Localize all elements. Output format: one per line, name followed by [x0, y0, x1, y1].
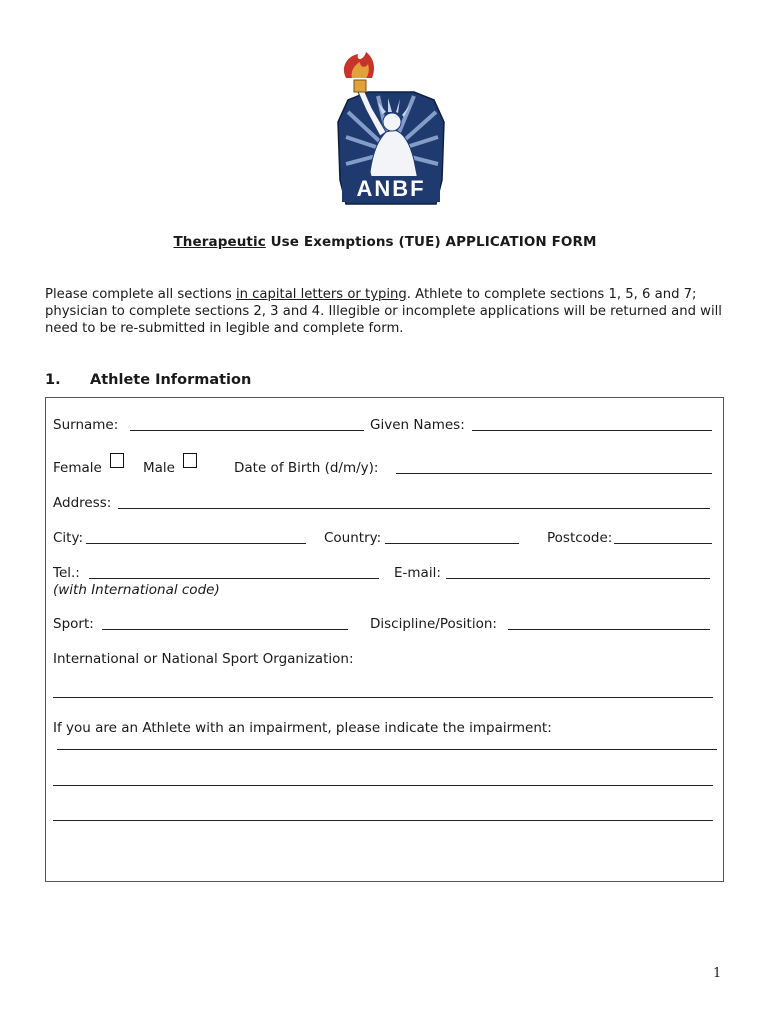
male-checkbox[interactable]	[183, 453, 197, 468]
instructions	[45, 286, 725, 337]
organization-label: International or National Sport Organization:	[53, 651, 354, 667]
country-label: Country:	[324, 530, 382, 546]
dob-label: Date of Birth (d/m/y):	[234, 460, 379, 476]
city-label: City:	[53, 530, 84, 546]
title-underlined: Therapeutic	[173, 234, 266, 250]
intro-text-rest: . Athlete to complete sections 1, 5, 6 and 7; physician to complete sections 2, 3 and 4. Illegible or incomplete applications will be returned and will need to be re-submitted in legible and complete form.	[45, 287, 722, 336]
female-label: Female	[53, 460, 102, 476]
address-label: Address:	[53, 495, 112, 511]
city-field[interactable]	[86, 543, 306, 544]
discipline-label: Discipline/Position:	[370, 616, 497, 632]
intro-text: Please complete all sections	[45, 287, 236, 302]
discipline-field[interactable]	[508, 629, 710, 630]
section-number: 1.	[45, 372, 61, 388]
sport-label: Sport:	[53, 616, 94, 632]
dob-field[interactable]	[396, 473, 712, 474]
logo-text: ANBF	[356, 176, 426, 201]
postcode-field[interactable]	[614, 543, 712, 544]
page-number: 1	[713, 966, 722, 981]
intro-emphasis: in capital letters or typing	[235, 287, 407, 302]
title-rest: Use Exemptions (TUE) APPLICATION FORM	[265, 234, 597, 250]
male-label: Male	[143, 460, 175, 476]
given-names-label: Given Names:	[370, 417, 465, 433]
impairment-field-3[interactable]	[53, 820, 713, 821]
tel-label: Tel.:	[53, 565, 80, 581]
email-label: E-mail:	[394, 565, 441, 581]
address-field[interactable]	[118, 508, 710, 509]
postcode-label: Postcode:	[547, 530, 613, 546]
tel-note: (with International code)	[53, 582, 220, 598]
tel-field[interactable]	[89, 578, 379, 579]
impairment-field-2[interactable]	[53, 785, 713, 786]
surname-field[interactable]	[130, 430, 364, 431]
surname-label: Surname:	[53, 417, 119, 433]
impairment-label: If you are an Athlete with an impairment, please indicate the impairment:	[53, 720, 552, 736]
form-title	[0, 234, 770, 250]
impairment-field-1[interactable]	[57, 749, 717, 750]
given-names-field[interactable]	[472, 430, 712, 431]
female-checkbox[interactable]	[110, 453, 124, 468]
organization-field[interactable]	[53, 697, 713, 698]
country-field[interactable]	[385, 543, 519, 544]
section-title: Athlete Information	[90, 372, 252, 388]
email-field[interactable]	[446, 578, 710, 579]
anbf-logo	[318, 52, 464, 208]
sport-field[interactable]	[102, 629, 348, 630]
